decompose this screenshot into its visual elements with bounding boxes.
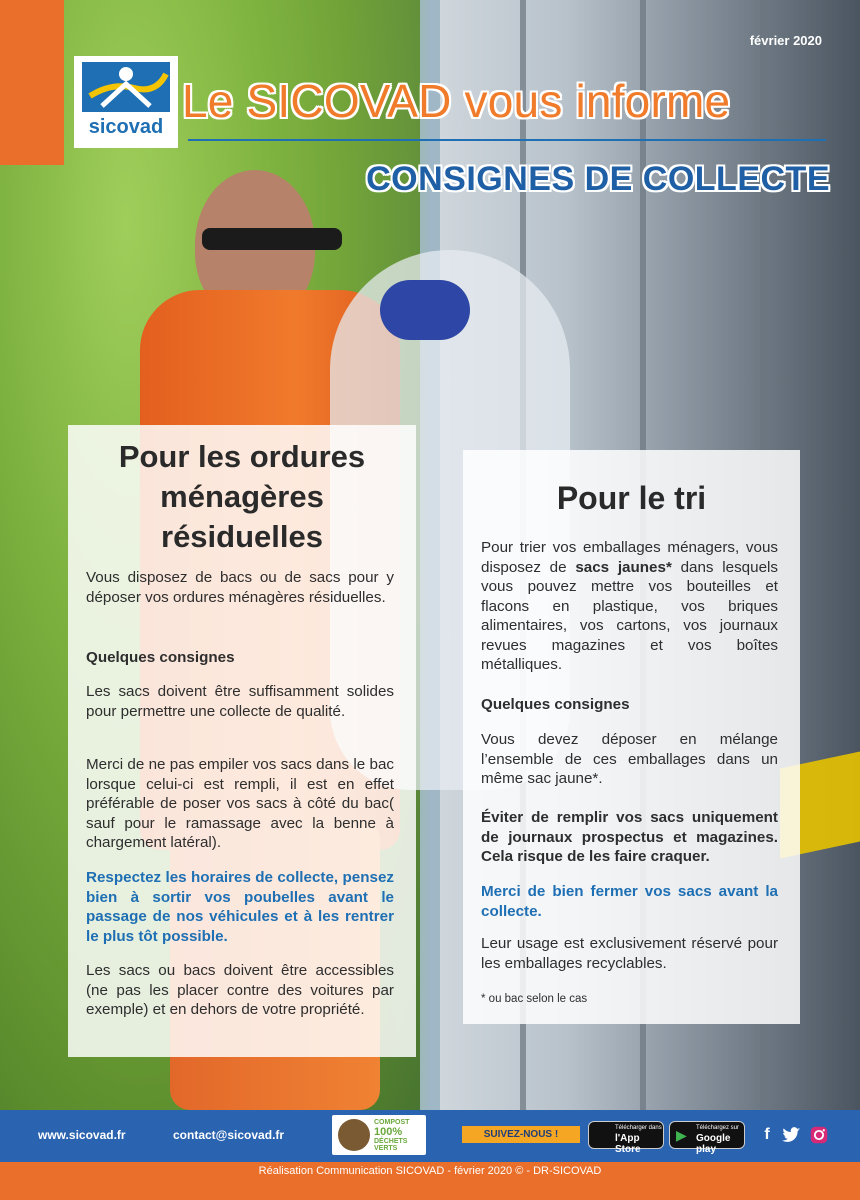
title-divider — [188, 139, 826, 141]
residual-waste-heading — [68, 437, 416, 557]
heading-line: Pour les ordures — [118, 439, 366, 474]
sicovad-logo — [74, 56, 178, 148]
google-play-icon: ▶ — [676, 1127, 687, 1143]
blue-glove — [380, 280, 470, 340]
sunglasses — [202, 228, 342, 250]
residual-intro: Vous disposez de bacs ou de sacs pour y déposer vos ordures ménagères résiduelles. — [86, 569, 394, 606]
page-subtitle: CONSIGNES DE COLLECTE — [366, 160, 830, 198]
app-store-button[interactable] — [588, 1121, 664, 1155]
logo-text: sicovad — [88, 116, 164, 138]
compost-text-line: COMPOST — [374, 1119, 410, 1126]
sorting-label: Quelques consignes — [481, 696, 630, 713]
app-store-small: Télécharger dans — [615, 1125, 662, 1131]
sorting-paragraph-4: Leur usage est exclusivement réservé pour les emballages recyclables. — [481, 935, 778, 972]
residual-paragraph-1: Les sacs doivent être suffisamment solides pour permettre une collecte de qualité. — [86, 683, 394, 720]
heading-line: résiduelles — [161, 519, 323, 554]
residual-paragraph-3: Respectez les horaires de collecte, pensez bien à sortir vos poubelles avant le passage de nos véhicules et à les rentrer le plus tôt possible. — [86, 869, 394, 945]
sorting-heading: Pour le tri — [556, 480, 707, 516]
instagram-glyph — [808, 1124, 830, 1146]
twitter-icon[interactable] — [780, 1124, 802, 1146]
orange-header-tab — [0, 0, 64, 165]
issue-date: février 2020 — [749, 33, 822, 48]
twitter-bird — [780, 1124, 802, 1146]
heading-line: ménagères — [160, 479, 324, 514]
follow-us-label: SUIVEZ-NOUS ! — [462, 1126, 580, 1143]
compost-seal-icon — [338, 1119, 370, 1151]
compost-badge — [332, 1115, 426, 1155]
google-play-small: Téléchargez sur — [696, 1125, 740, 1131]
instagram-icon[interactable] — [808, 1124, 830, 1146]
sorting-intro — [481, 538, 778, 675]
sorting-paragraph-3: Merci de bien fermer vos sacs avant la collecte. — [481, 883, 778, 920]
compost-text — [374, 1119, 426, 1152]
residual-waste-box — [68, 425, 416, 1057]
sorting-paragraph-1: Vous devez déposer en mélange l’ensemble de ces emballages dans un même sac jaune*. — [481, 731, 778, 787]
sorting-intro-a: Pour trier vos emballages ménagers, vous disposez de — [481, 539, 778, 576]
google-play-big: Google play — [696, 1133, 731, 1155]
compost-text-line: DÉCHETS VERTS — [374, 1138, 408, 1152]
sorting-intro-b: dans lesquels vous pouvez mettre vos bouteilles et flacons en plastique, vos briques alimentaires, vos cartons, vos journaux revues magazines et vos boîtes métalliques. — [481, 558, 778, 673]
sorting-footnote: * ou bac selon le cas — [481, 993, 588, 1005]
residual-paragraph-2: Merci de ne pas empiler vos sacs dans le bac lorsque celui-ci est rempli, il est en effet préférable de poser vos sacs à côté du bac( sauf pour le ramassage avec la benne à chargement latéral). — [86, 756, 394, 851]
google-play-button[interactable] — [669, 1121, 745, 1155]
credits-text: Réalisation Communication SICOVAD - février 2020 © - DR-SICOVAD — [258, 1165, 602, 1177]
page-title: Le SICOVAD vous informe — [182, 75, 731, 127]
sorting-intro-bold: sacs jaunes* — [575, 558, 672, 576]
app-store-big: l'App Store — [615, 1133, 641, 1155]
sorting-paragraph-2: Éviter de remplir vos sacs uniquement de journaux prospectus et magazines. Cela risque de les faire craquer. — [481, 809, 778, 865]
residual-paragraph-4: Les sacs ou bacs doivent être accessibles (ne pas les placer contre des voitures par exemple) et en dehors de votre propriété. — [86, 962, 394, 1018]
email-link[interactable]: contact@sicovad.fr — [173, 1128, 285, 1142]
compost-text-line: 100% — [374, 1126, 403, 1138]
residual-label: Quelques consignes — [86, 649, 235, 666]
facebook-icon[interactable]: f — [764, 1126, 770, 1143]
sorting-box — [463, 450, 800, 1024]
sicovad-logo-icon — [82, 62, 170, 112]
website-link[interactable]: www.sicovad.fr — [38, 1128, 126, 1142]
